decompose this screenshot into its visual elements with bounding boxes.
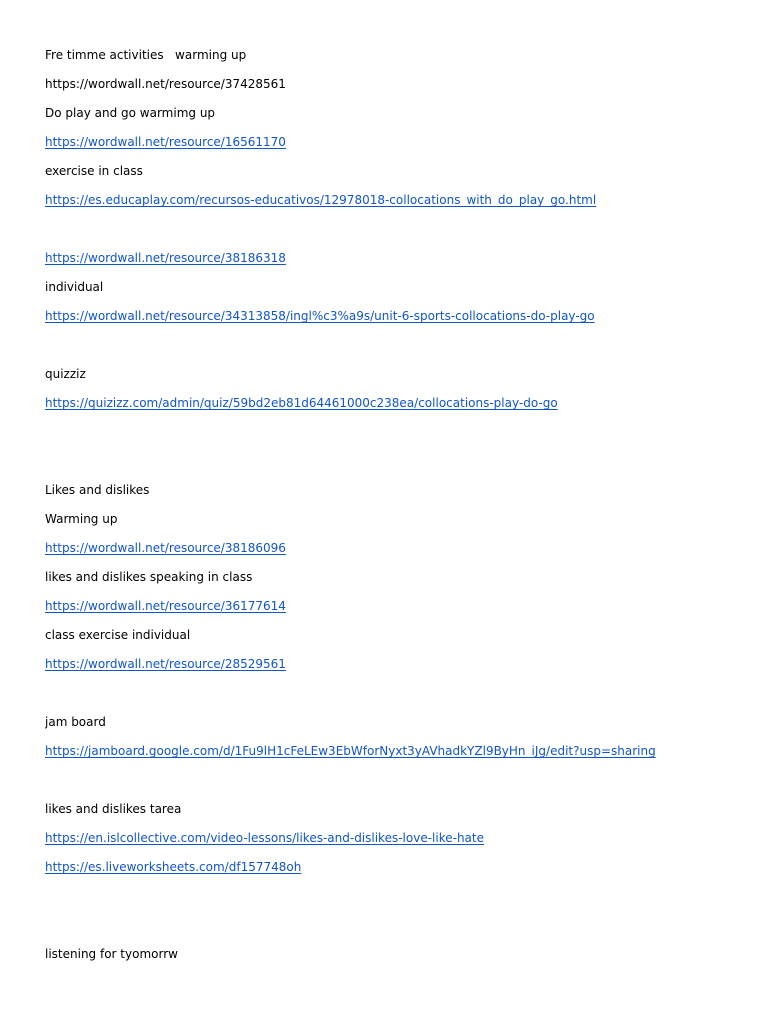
link-wordwall-38186096[interactable]: https://wordwall.net/resource/38186096 (45, 541, 286, 555)
link-jamboard[interactable]: https://jamboard.google.com/d/1Fu9lH1cFeLEw3EbWforNyxt3yAVhadkYZl9ByHn_iJg/edit?usp=sharing (45, 744, 656, 758)
blank-line (45, 769, 745, 798)
link-wordwall-28529561[interactable]: https://wordwall.net/resource/28529561 (45, 657, 286, 671)
heading-likes-dislikes-tarea: likes and dislikes tarea (45, 802, 182, 816)
heading-quizziz: quizziz (45, 367, 86, 381)
blank-line (45, 218, 745, 247)
heading-listening-for-tomorrow: listening for tyomorrw (45, 947, 178, 961)
link-liveworksheets[interactable]: https://es.liveworksheets.com/df157748oh (45, 860, 302, 874)
plain-url-text: https://wordwall.net/resource/37428561 (45, 77, 286, 91)
link-wordwall-34313858[interactable]: https://wordwall.net/resource/34313858/ingl%c3%a9s/unit-6-sports-collocations-do-play-go (45, 309, 595, 323)
heading-individual: individual (45, 280, 104, 294)
link-wordwall-36177614[interactable]: https://wordwall.net/resource/36177614 (45, 599, 286, 613)
link-quizizz-collocations[interactable]: https://quizizz.com/admin/quiz/59bd2eb81d64461000c238ea/collocations-play-do-go (45, 396, 558, 410)
link-islcollective[interactable]: https://en.islcollective.com/video-lessons/likes-and-dislikes-love-like-hate (45, 831, 484, 845)
heading-likes-and-dislikes: Likes and dislikes (45, 483, 150, 497)
blank-line (45, 885, 745, 914)
link-educaplay-collocations[interactable]: https://es.educaplay.com/recursos-educativos/12978018-collocations_with_do_play_go.html (45, 193, 597, 207)
heading-free-time-activities: Fre timme activities warming up (45, 48, 247, 62)
blank-line (45, 421, 745, 450)
heading-jam-board: jam board (45, 715, 106, 729)
blank-line (45, 334, 745, 363)
heading-speaking-in-class: likes and dislikes speaking in class (45, 570, 253, 584)
heading-class-exercise-individual: class exercise individual (45, 628, 191, 642)
blank-line (45, 682, 745, 711)
link-wordwall-16561170[interactable]: https://wordwall.net/resource/16561170 (45, 135, 286, 149)
blank-line (45, 914, 745, 943)
heading-warming-up: Warming up (45, 512, 118, 526)
link-wordwall-38186318[interactable]: https://wordwall.net/resource/38186318 (45, 251, 286, 265)
heading-exercise-in-class: exercise in class (45, 164, 143, 178)
blank-line (45, 450, 745, 479)
heading-do-play-go: Do play and go warmimg up (45, 106, 216, 120)
document-page (45, 44, 745, 972)
